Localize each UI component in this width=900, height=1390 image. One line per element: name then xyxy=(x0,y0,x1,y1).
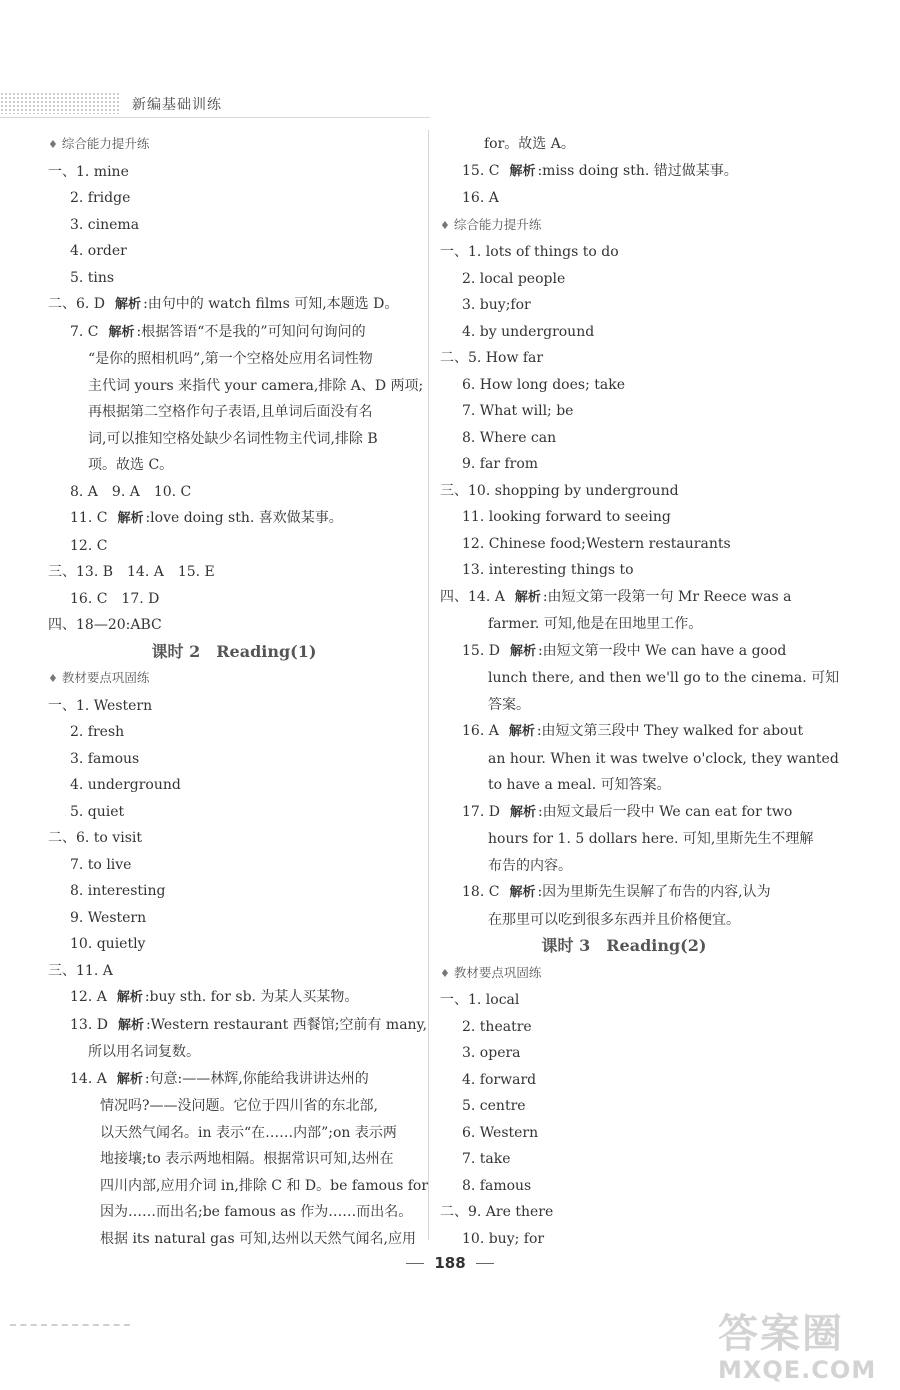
line-text: 在那里可以吃到很多东西并且价格便宜。 xyxy=(488,911,740,928)
line-text: 15. D xyxy=(462,642,500,659)
answer-line xyxy=(440,239,808,266)
line-text: 14. A xyxy=(70,1070,107,1087)
header-rule xyxy=(0,117,430,118)
line-text: 2. fridge xyxy=(70,190,131,206)
line-text: farmer. 可知,他是在田地里工作。 xyxy=(488,616,703,632)
line-text: 四、14. A xyxy=(440,588,505,605)
line-text: 3. opera xyxy=(462,1045,521,1061)
answer-line xyxy=(48,265,420,292)
analysis-text: :miss doing sth. 错过做某事。 xyxy=(537,162,738,179)
line-text: 18. C xyxy=(462,884,500,900)
answer-line xyxy=(48,479,420,506)
analysis-label: 解析 xyxy=(108,324,135,340)
answer-line xyxy=(48,452,420,479)
line-text: 综合能力提升练 xyxy=(453,216,542,232)
answer-line xyxy=(440,1014,808,1041)
analysis-text: :由短文第一段第一句 Mr Reece was a xyxy=(542,588,792,605)
answer-line xyxy=(440,692,808,719)
line-text: an hour. When it was twelve o'clock, they wanted xyxy=(488,750,839,767)
line-text: 再根据第二空格作句子表语,且单词后面没有名 xyxy=(88,404,373,420)
diamond-icon: ♦ xyxy=(440,218,450,232)
page-number-footer xyxy=(0,1254,900,1272)
line-text: 4. order xyxy=(70,243,127,259)
line-text: 四川内部,应用介词 in,排除 C 和 D。be famous for xyxy=(100,1177,429,1194)
answer-line xyxy=(440,1120,808,1147)
line-text: 11. looking forward to seeing xyxy=(462,509,671,525)
line-text: 3. famous xyxy=(70,750,140,767)
answer-line xyxy=(48,878,420,905)
dash-right xyxy=(476,1263,494,1264)
analysis-text: :由短文第三段中 They walked for about xyxy=(536,723,804,739)
line-text: 9. Western xyxy=(70,909,147,926)
line-text: 12. A xyxy=(70,989,107,1005)
answer-line xyxy=(48,291,420,319)
answer-line xyxy=(440,665,840,692)
diamond-icon: ♦ xyxy=(48,672,58,685)
section-heading xyxy=(48,665,420,693)
section-heading xyxy=(440,960,808,988)
line-text: 5. quiet xyxy=(70,803,125,820)
answer-line xyxy=(440,398,808,425)
answer-line xyxy=(440,1040,808,1067)
line-text: 三、10. shopping by underground xyxy=(440,482,679,499)
line-text: 10. quietly xyxy=(70,936,146,952)
line-text: 项。故选 C。 xyxy=(88,457,174,473)
answer-line xyxy=(48,586,420,613)
line-text: 二、5. How far xyxy=(440,350,544,366)
watermark-bottom: MXQE.COM xyxy=(718,1356,877,1384)
answer-line xyxy=(48,1039,420,1066)
answer-line xyxy=(440,131,808,158)
line-text: 12. C xyxy=(70,537,108,554)
answer-line xyxy=(48,319,420,347)
line-text: hours for 1. 5 dollars here. 可知,里斯先生不理解 xyxy=(488,831,814,847)
answer-line xyxy=(48,346,420,373)
answer-line xyxy=(440,746,839,773)
answer-line xyxy=(440,158,808,186)
answer-line xyxy=(48,373,424,400)
answer-line xyxy=(440,372,808,399)
line-text: 13. interesting things to xyxy=(462,562,634,578)
line-text: 7. C xyxy=(70,323,99,340)
answer-line xyxy=(48,772,420,799)
answer-line xyxy=(440,345,808,372)
line-text: 4. forward xyxy=(462,1071,537,1088)
analysis-label: 解析 xyxy=(116,1071,143,1087)
lesson-heading xyxy=(48,639,420,666)
answer-line xyxy=(48,825,420,852)
answer-line xyxy=(440,584,808,612)
line-text: 17. D xyxy=(462,803,500,820)
line-text: 三、13. B 14. A 15. E xyxy=(48,564,215,580)
answer-line xyxy=(440,879,808,907)
answer-line xyxy=(440,557,808,584)
analysis-label: 解析 xyxy=(509,885,536,900)
line-text: 课时 2 Reading(1) xyxy=(151,641,317,661)
answer-line xyxy=(440,1067,808,1094)
line-text: 11. C xyxy=(70,510,108,526)
line-text: 所以用名词复数。 xyxy=(88,1044,200,1060)
column-divider xyxy=(428,130,429,1240)
answer-line xyxy=(48,1173,429,1200)
answer-line xyxy=(48,159,420,186)
answer-line xyxy=(48,1226,420,1253)
diamond-icon: ♦ xyxy=(48,138,58,151)
answer-line xyxy=(440,611,808,638)
answer-line xyxy=(440,638,808,666)
line-text: 8. A 9. A 10. C xyxy=(70,483,192,500)
line-text: to have a meal. 可知答案。 xyxy=(488,777,671,793)
answer-line xyxy=(440,531,808,558)
analysis-label: 解析 xyxy=(116,990,143,1005)
answer-line xyxy=(48,852,420,879)
answer-line xyxy=(48,984,420,1012)
answer-line xyxy=(440,1146,808,1173)
answer-line xyxy=(440,907,808,934)
line-text: 综合能力提升练 xyxy=(61,136,150,151)
line-text: 10. buy; for xyxy=(462,1230,545,1247)
line-text: 教材要点巩固练 xyxy=(61,670,150,685)
answer-line xyxy=(440,1199,808,1226)
line-text: 因为……而出名;be famous as 作为……而出名。 xyxy=(100,1204,413,1220)
diamond-icon: ♦ xyxy=(440,966,450,980)
line-text: 5. centre xyxy=(462,1098,526,1114)
analysis-label: 解析 xyxy=(115,297,142,312)
answer-line xyxy=(440,266,808,293)
line-text: 7. What will; be xyxy=(462,403,574,419)
line-text: 四、18—20:ABC xyxy=(48,617,162,633)
line-text: 根据 its natural gas 可知,达州以天然气闻名,应用 xyxy=(100,1230,417,1247)
line-text: 布告的内容。 xyxy=(488,857,572,874)
answer-line xyxy=(440,1173,808,1200)
right-column xyxy=(440,131,840,1252)
analysis-text: :由短文第一段中 We can have a good xyxy=(537,642,787,659)
answer-line xyxy=(48,533,420,560)
answer-line xyxy=(48,799,420,826)
answer-line xyxy=(48,559,420,586)
line-text: 6. Western xyxy=(462,1124,539,1141)
line-text: 3. cinema xyxy=(70,216,140,233)
line-text: 2. theatre xyxy=(462,1018,532,1035)
line-text: 教材要点巩固练 xyxy=(453,964,542,980)
answer-line xyxy=(48,1146,420,1173)
header-title: 新编基础训练 xyxy=(132,97,222,113)
section-heading xyxy=(48,131,420,159)
line-text: 16. A xyxy=(462,723,499,739)
answer-line xyxy=(48,185,420,212)
analysis-label: 解析 xyxy=(509,643,536,659)
line-text: 二、6. to visit xyxy=(48,830,142,846)
watermark-top: 答案圈 xyxy=(718,1311,844,1357)
line-text: 5. tins xyxy=(70,269,115,286)
answer-line xyxy=(440,504,808,531)
bottom-edge-mark xyxy=(10,1324,130,1326)
line-text: 4. underground xyxy=(70,777,181,793)
line-text: 一、1. local xyxy=(440,992,520,1008)
analysis-text: :love doing sth. 喜欢做某事。 xyxy=(145,510,343,526)
answer-line xyxy=(440,451,808,478)
line-text: 8. interesting xyxy=(70,883,166,899)
analysis-text: :由短文最后一段中 We can eat for two xyxy=(537,803,793,820)
answer-line xyxy=(48,1012,428,1040)
line-text: 6. How long does; take xyxy=(462,376,625,393)
line-text: 4. by underground xyxy=(462,323,595,340)
answer-line xyxy=(48,931,420,958)
analysis-label: 解析 xyxy=(117,511,144,526)
analysis-label: 解析 xyxy=(509,804,536,820)
line-text: 7. to live xyxy=(70,856,132,873)
line-text: for。故选 A。 xyxy=(484,136,575,152)
page-number: 188 xyxy=(434,1254,466,1272)
answer-line xyxy=(440,772,808,799)
analysis-label: 解析 xyxy=(117,1017,144,1033)
line-text: 主代词 yours 来指代 your camera,排除 A、D 两项; xyxy=(88,377,424,394)
analysis-label: 解析 xyxy=(514,589,541,605)
line-text: 课时 3 Reading(2) xyxy=(541,936,707,955)
line-text: “是你的照相机吗”,第一个空格处应用名词性物 xyxy=(88,351,373,367)
answer-line xyxy=(48,746,420,773)
answer-line xyxy=(48,1066,420,1094)
line-text: 12. Chinese food;Western restaurants xyxy=(462,535,731,552)
answer-line xyxy=(440,1226,808,1253)
line-text: 二、6. D xyxy=(48,296,106,312)
dash-left xyxy=(406,1263,424,1264)
line-text: 15. C xyxy=(462,162,500,179)
line-text: 一、1. Western xyxy=(48,697,153,714)
analysis-text: :由句中的 watch films 可知,本题选 D。 xyxy=(143,296,399,312)
line-text: 9. far from xyxy=(462,456,539,472)
answer-line xyxy=(48,212,420,239)
line-text: 词,可以推知空格处缺少名词性物主代词,排除 B xyxy=(88,430,378,447)
line-text: 二、9. Are there xyxy=(440,1204,554,1220)
line-text: 一、1. mine xyxy=(48,163,129,180)
line-text: 三、11. A xyxy=(48,962,113,979)
line-text: 16. A xyxy=(462,190,499,206)
answer-line xyxy=(440,718,808,746)
answer-line xyxy=(440,319,808,346)
answer-line xyxy=(440,478,808,505)
answer-line xyxy=(440,826,814,853)
analysis-text: :句意:——林辉,你能给我讲讲达州的 xyxy=(144,1070,369,1087)
answer-line xyxy=(48,1199,420,1226)
answer-line xyxy=(48,505,420,533)
lesson-heading xyxy=(440,933,808,960)
analysis-text: :Western restaurant 西餐馆;空前有 many, xyxy=(145,1016,428,1033)
answer-line xyxy=(48,426,420,453)
answer-line xyxy=(48,1093,420,1120)
watermark-logo xyxy=(718,1312,888,1386)
line-text: 3. buy;for xyxy=(462,297,531,313)
answer-line xyxy=(440,799,808,827)
section-heading xyxy=(440,212,808,240)
answer-line xyxy=(48,399,420,426)
line-text: 地接壤;to 表示两地相隔。根据常识可知,达州在 xyxy=(100,1151,394,1167)
analysis-label: 解析 xyxy=(509,163,536,179)
answer-line xyxy=(48,693,420,720)
answer-line xyxy=(440,987,808,1014)
answer-line xyxy=(440,853,808,880)
line-text: 2. local people xyxy=(462,270,566,287)
analysis-label: 解析 xyxy=(508,724,535,739)
answer-line xyxy=(48,612,420,639)
analysis-text: :因为里斯先生误解了布告的内容,认为 xyxy=(537,884,771,900)
line-text: 情况吗?——没问题。它位于四川省的东北部, xyxy=(100,1098,378,1114)
line-text: 以天然气闻名。in 表示“在……内部”;on 表示两 xyxy=(100,1124,397,1141)
left-column xyxy=(48,131,429,1252)
answer-line xyxy=(440,425,808,452)
answer-line xyxy=(48,1120,420,1147)
analysis-text: :根据答语“不是我的”可知问句询问的 xyxy=(136,323,366,340)
line-text: 答案。 xyxy=(488,696,530,713)
line-text: 7. take xyxy=(462,1151,511,1167)
answer-line xyxy=(48,719,420,746)
answer-line xyxy=(48,905,420,932)
line-text: 2. fresh xyxy=(70,724,125,740)
analysis-text: :buy sth. for sb. 为某人买某物。 xyxy=(144,989,359,1005)
line-text: 一、1. lots of things to do xyxy=(440,244,619,260)
line-text: 8. Where can xyxy=(462,429,557,446)
answer-line xyxy=(48,958,420,985)
line-text: 16. C 17. D xyxy=(70,590,160,607)
line-text: 8. famous xyxy=(462,1177,532,1194)
answer-line xyxy=(440,292,808,319)
answer-line xyxy=(440,185,808,212)
line-text: lunch there, and then we'll go to the cinema. 可知 xyxy=(488,670,840,686)
answer-line xyxy=(440,1093,808,1120)
answer-line xyxy=(48,238,420,265)
line-text: 13. D xyxy=(70,1016,108,1033)
header-dot-band xyxy=(0,92,120,114)
